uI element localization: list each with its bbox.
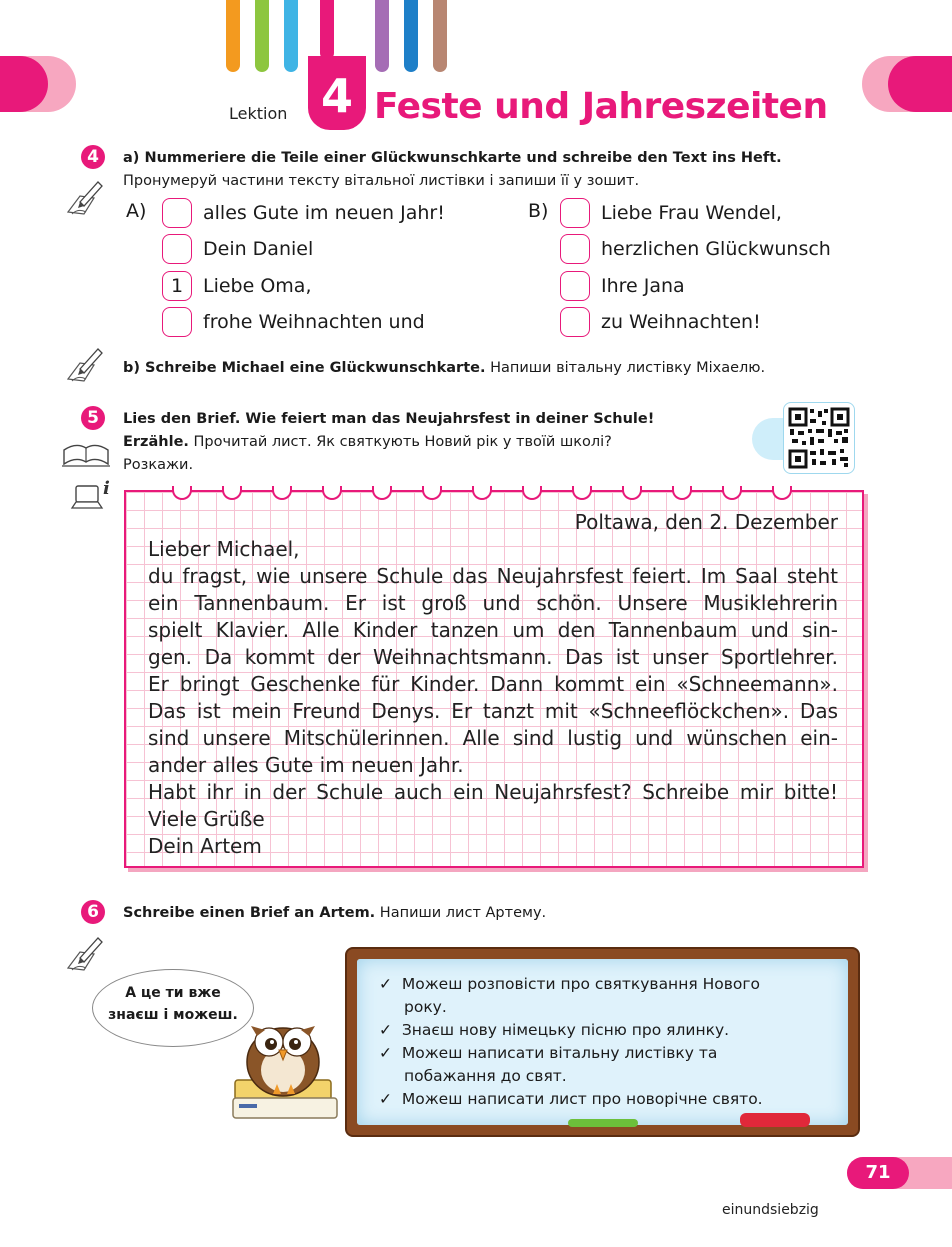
ex5-task-line3: Розкажи. — [123, 457, 194, 473]
owl-on-books-illustration — [225, 1012, 343, 1122]
card-a-text: Dein Daniel — [203, 238, 314, 260]
card-b-text: zu Weihnachten! — [601, 311, 761, 333]
binder-ring — [172, 486, 192, 500]
info-computer-icon — [70, 476, 114, 514]
letter-body-line: Habt ihr in der Schule auch ein Neujahrsfest? Schreibe mir bitte! — [148, 780, 838, 804]
binder-ring — [772, 486, 792, 500]
qr-code[interactable] — [783, 402, 855, 474]
header-stripe — [404, 0, 418, 72]
letter-body-line: ein Tannenbaum. Er ist groß und schön. Unsere Musiklehrerin — [148, 591, 838, 615]
letter-closing: Viele Grüße — [148, 807, 265, 831]
card-a-item — [162, 234, 313, 264]
card-b-item — [560, 271, 685, 301]
header-stripe — [226, 0, 240, 72]
ex6-task: Schreibe einen Brief an Artem. Напиши лист Артему. — [123, 905, 547, 921]
card-b-text: Liebe Frau Wendel, — [601, 202, 782, 224]
page-number-word: einundsiebzig — [722, 1202, 819, 1218]
red-eraser-icon — [740, 1113, 810, 1127]
card-a-text: frohe Weihnachten und — [203, 311, 425, 333]
checklist-item: ✓ Можеш написати вітальну листівку та — [379, 1044, 718, 1062]
card-b-text: herzlichen Glückwunsch — [601, 238, 831, 260]
checklist-item: ✓ Можеш розповісти про святкування Нового — [379, 975, 760, 993]
column-b-letter: B) — [528, 200, 549, 222]
left-page-tab — [0, 56, 76, 112]
chalkboard — [345, 947, 860, 1137]
binder-ring — [472, 486, 492, 500]
exercise-number-badge: 4 — [81, 145, 105, 169]
chalkboard-surface — [357, 959, 848, 1125]
number-input-box[interactable] — [560, 234, 590, 264]
lektion-label: Lektion — [229, 104, 288, 123]
page-title: Feste und Jahreszeiten — [374, 86, 828, 127]
lesson-number: 4 — [308, 56, 366, 130]
header-stripe — [255, 0, 269, 72]
right-page-tab — [862, 56, 952, 112]
letter-card — [124, 490, 864, 868]
ex4-task-de: a) Nummeriere die Teile einer Glückwunschkarte und schreibe den Text ins Heft. — [123, 150, 782, 166]
header-stripe — [433, 0, 447, 72]
checklist-item-continuation: побажання до свят. — [404, 1067, 567, 1085]
qr-code-icon — [788, 407, 850, 469]
letter-date: Poltawa, den 2. Dezember — [574, 510, 838, 534]
binder-ring — [722, 486, 742, 500]
letter-body-line: gen. Da kommt der Weihnachtsmann. Das ist unser Sportlehrer. — [148, 645, 838, 669]
card-b-item — [560, 307, 761, 337]
green-chalk-icon — [568, 1119, 638, 1127]
pen-writing-icon — [64, 178, 106, 218]
letter-signature: Dein Artem — [148, 834, 262, 858]
card-b-item — [560, 198, 782, 228]
checklist-item: ✓ Знаєш нову німецьку пісню про ялинку. — [379, 1021, 730, 1039]
check-mark-icon: ✓ — [379, 1021, 392, 1039]
bubble-line: А це ти вже — [125, 985, 221, 1001]
number-input-box[interactable]: 1 — [162, 271, 192, 301]
card-b-text: Ihre Jana — [601, 275, 685, 297]
binder-ring — [522, 486, 542, 500]
binder-ring — [622, 486, 642, 500]
binder-ring — [422, 486, 442, 500]
letter-body-line: du fragst, wie unsere Schule das Neujahrsfest feiert. Im Saal steht — [148, 564, 838, 588]
letter-body-line: Er bringt Geschenke für Kinder. Dann kommt ein «Schneemann». — [148, 672, 838, 696]
binder-ring — [672, 486, 692, 500]
number-input-box[interactable] — [560, 307, 590, 337]
letter-greeting: Lieber Michael, — [148, 537, 300, 561]
header-stripe — [284, 0, 298, 72]
open-book-icon — [60, 440, 112, 470]
binder-ring — [572, 486, 592, 500]
number-input-box[interactable] — [162, 234, 192, 264]
exercise-number-badge: 5 — [81, 406, 105, 430]
card-a-text: Liebe Oma, — [203, 275, 312, 297]
ex5-task-line2: Erzähle. Прочитай лист. Як святкують Новий рік у твоїй школі? — [123, 434, 612, 450]
card-b-item — [560, 234, 831, 264]
svg-text:i: i — [103, 478, 110, 499]
number-input-box[interactable] — [162, 307, 192, 337]
header-stripe — [375, 0, 389, 72]
column-a-letter: A) — [126, 200, 147, 222]
card-a-item — [162, 307, 425, 337]
check-mark-icon: ✓ — [379, 975, 392, 993]
header-stripe — [320, 0, 334, 60]
card-a-item — [162, 198, 445, 228]
card-a-item — [162, 271, 312, 301]
exercise-number-badge: 6 — [81, 900, 105, 924]
binder-ring — [372, 486, 392, 500]
binder-ring — [222, 486, 242, 500]
ex5-task-line1: Lies den Brief. Wie feiert man das Neujahrsfest in deiner Schule! — [123, 411, 655, 427]
letter-body-line: ander alles Gute im neuen Jahr. — [148, 753, 464, 777]
checklist-item-continuation: року. — [404, 998, 447, 1016]
check-mark-icon: ✓ — [379, 1090, 392, 1108]
number-input-box[interactable] — [560, 198, 590, 228]
pen-writing-icon — [64, 345, 106, 385]
number-input-box[interactable] — [560, 271, 590, 301]
pen-writing-icon — [64, 934, 106, 974]
binder-ring — [272, 486, 292, 500]
letter-body-line: sind unsere Mitschülerinnen. Alle sind lustig und wünschen ein- — [148, 726, 838, 750]
ex4-task-uk: Пронумеруй частини тексту вітальної листівки і запиши її у зошит. — [123, 173, 640, 189]
check-mark-icon: ✓ — [379, 1044, 392, 1062]
card-a-text: alles Gute im neuen Jahr! — [203, 202, 445, 224]
letter-body-line: Das ist mein Freund Denys. Er tanzt mit «Schneeflöckchen». Das — [148, 699, 838, 723]
ex4b-task: b) Schreibe Michael eine Glückwunschkarte. Напиши вітальну листівку Міхаелю. — [123, 360, 766, 376]
binder-ring — [322, 486, 342, 500]
page-number: 71 — [847, 1157, 909, 1189]
number-input-box[interactable] — [162, 198, 192, 228]
checklist-item: ✓ Можеш написати лист про новорічне свято. — [379, 1090, 763, 1108]
letter-body-line: spielt Klavier. Alle Kinder tanzen um den Tannenbaum und sin- — [148, 618, 838, 642]
bubble-line: знаєш і можеш. — [108, 1007, 238, 1023]
